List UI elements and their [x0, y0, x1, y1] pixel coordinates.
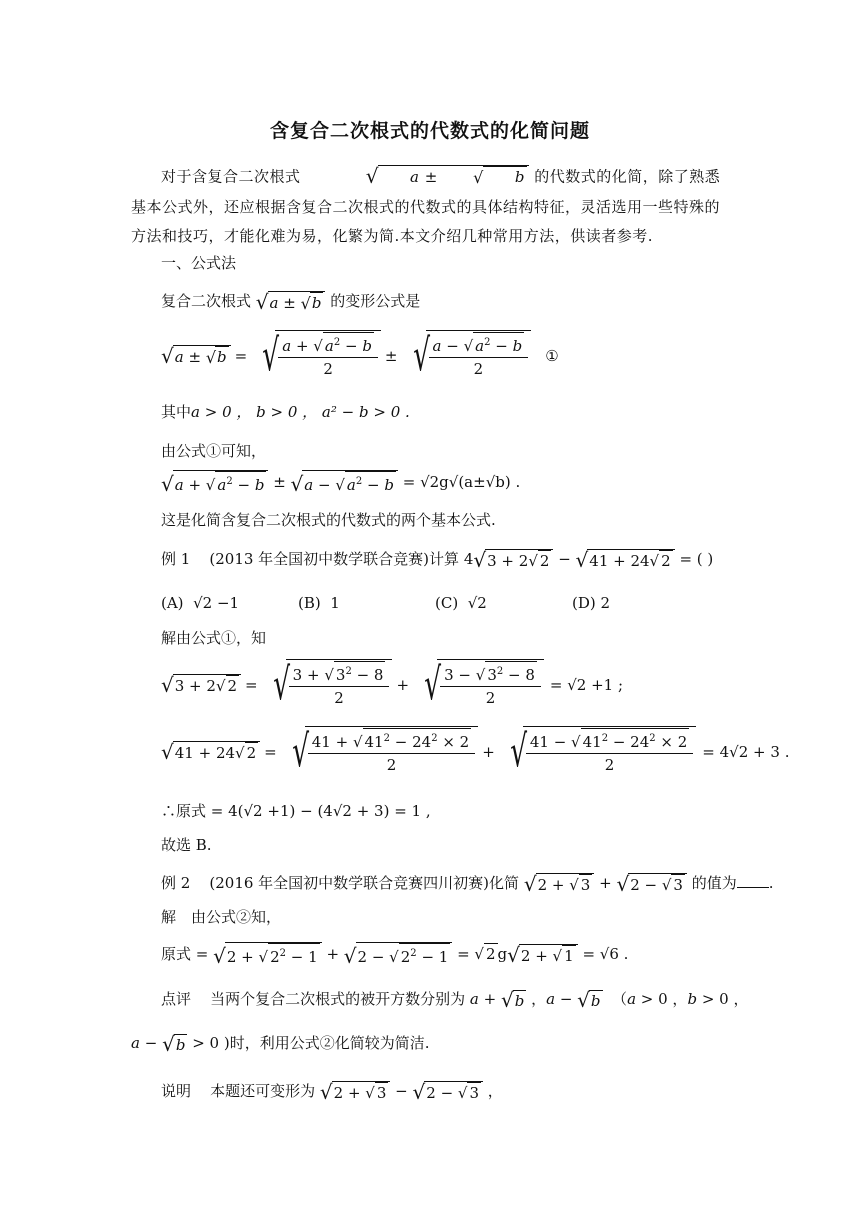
step-1-result: = √2 +1 ; [549, 676, 624, 694]
option-d-value: 2 [600, 594, 611, 612]
example-2-note: 说明 本题还可变形为 √2 + √ 3 − √2 − √ 3 ， [161, 1079, 503, 1104]
conditions-expr: a > 0 ， b > 0 ， a² − b > 0 . [191, 403, 410, 421]
example-1-source: (2013 年全国初中数学联合竞赛)计算 [209, 550, 460, 568]
example-2-solution-intro: 解 由公式②知， [161, 908, 282, 926]
example-1-step-1: √3 + 2√ 2 = √ $\frac{3 + √ 3^2 - 8}{2}$ + √ $\frac{3 - √ 3^2 - 8}{2}$ = √2 +1 ; [161, 659, 624, 710]
option-b [298, 592, 340, 614]
example-2-label: 例 2 [161, 874, 191, 892]
example-1-solution-intro: 解由公式①，知 [161, 629, 267, 647]
nested-radical-expr: √ a ± √ b [306, 162, 529, 193]
example-1-label: 例 1 [161, 550, 191, 568]
option-a-label: (A) [161, 594, 184, 612]
comment-text: 当两个复合二次根式的被开方数分别为 [210, 990, 466, 1008]
conditions-prefix: 其中 [161, 403, 192, 421]
comment-text-2: 时，利用公式②化简较为简洁. [229, 1034, 430, 1052]
formula-number-1: ① [545, 347, 559, 365]
example-1-prompt: 例 1 (2013 年全国初中数学联合竞赛)计算 4√3 + 2√ 2 − √41 + 24√ 2 = ( ) [161, 547, 714, 572]
example-1-step-2: √41 + 24√ 2 = √ $\frac{41 + √ 41^2 - 24^2 \times 2}{2}$ + √ $\frac{41 - √ 41^2 - 24^2 \times 2}{2}$ = 4√2 + 3 . [161, 726, 790, 777]
note-text: 本题还可变形为 [210, 1082, 316, 1100]
nested-radical-expr: √a ± √b [256, 291, 326, 314]
answer-blank[interactable] [737, 873, 769, 888]
solution-tail: = √6 . [582, 945, 629, 963]
option-d-label: (D) [572, 594, 596, 612]
comment-label: 点评 [161, 990, 192, 1008]
option-b-value: 1 [330, 594, 340, 612]
formula-intro [161, 290, 420, 314]
option-a-value: √2 −1 [193, 594, 240, 612]
intro-prefix: 对于含复合二次根式 [161, 167, 301, 186]
page-title: 含复合二次根式的代数式的化简问题 [269, 120, 590, 142]
derive-text: 由公式①可知， [161, 442, 267, 460]
example-2-prompt: 例 2 (2016 年全国初中数学联合竞赛四川初赛)化简 √2 + √ 3 + √2 − √ 3 的值为 . [161, 871, 774, 896]
section-heading: 一、公式法 [161, 254, 237, 272]
formula-2: √a + √ $a^2 - b \pm √a$ − √ $a^2 - b = √2g√(a\pm√b)$ . [161, 472, 521, 496]
example-2-source: (2016 年全国初中数学联合竞赛四川初赛)化简 [209, 874, 520, 892]
formula-conditions [161, 401, 410, 423]
example-2-solution: 原式 = √2 + √ $2^2 - 1 + √2$ − √ $2^2 - 1$ = √ 2 g√2 + √ 1 = √6 . [161, 942, 629, 968]
formula-summary: 这是化简含复合二次根式的代数式的两个基本公式. [161, 511, 496, 529]
option-a [161, 592, 239, 614]
option-d [572, 592, 610, 614]
formula-1: √a ± √b = √ $\frac{a + √ a^2 - b}{2}$ ± √ $\frac{a - √ a^2 - b}{2}$ ① [161, 330, 559, 381]
intro-suffix: 的代数式的化简，除了熟悉基本公式外，还应根据含复合二次根式的代数式的具体结构特征，灵活选用一些特殊的方法和技巧，才能化难为易，化繁为简.本文介绍几种常用方法，供读者参考. [131, 167, 721, 245]
formula-intro-suffix: 的变形公式是 [330, 292, 421, 310]
intro-paragraph [131, 162, 731, 252]
step-2-result: = 4√2 + 3 . [702, 743, 790, 761]
formula-intro-prefix: 复合二次根式 [161, 292, 252, 310]
example-2-comment-cont: a − √b > 0 )时，利用公式②化简较为简洁. [131, 1031, 430, 1056]
example-2-tail: 的值为 [691, 874, 737, 892]
example-1-conclusion: ∴原式 = 4(√2 +1) − (4√2 + 3) = 1 , [161, 802, 431, 820]
note-label: 说明 [161, 1082, 192, 1100]
formula-2-tail: = √2g√(a±√b) . [402, 473, 521, 491]
example-2-comment: 点评 当两个复合二次根式的被开方数分别为 a + √b ，a − √b （a > 0 ，b > 0 ， [161, 987, 749, 1012]
option-b-label: (B) [298, 594, 321, 612]
example-1-answer: 故选 B. [161, 836, 212, 854]
option-c [435, 592, 487, 614]
solution-prefix: 原式 [161, 945, 192, 963]
option-c-label: (C) [435, 594, 459, 612]
example-1-tail: = ( ) [679, 550, 714, 568]
option-c-value: √2 [467, 594, 487, 612]
